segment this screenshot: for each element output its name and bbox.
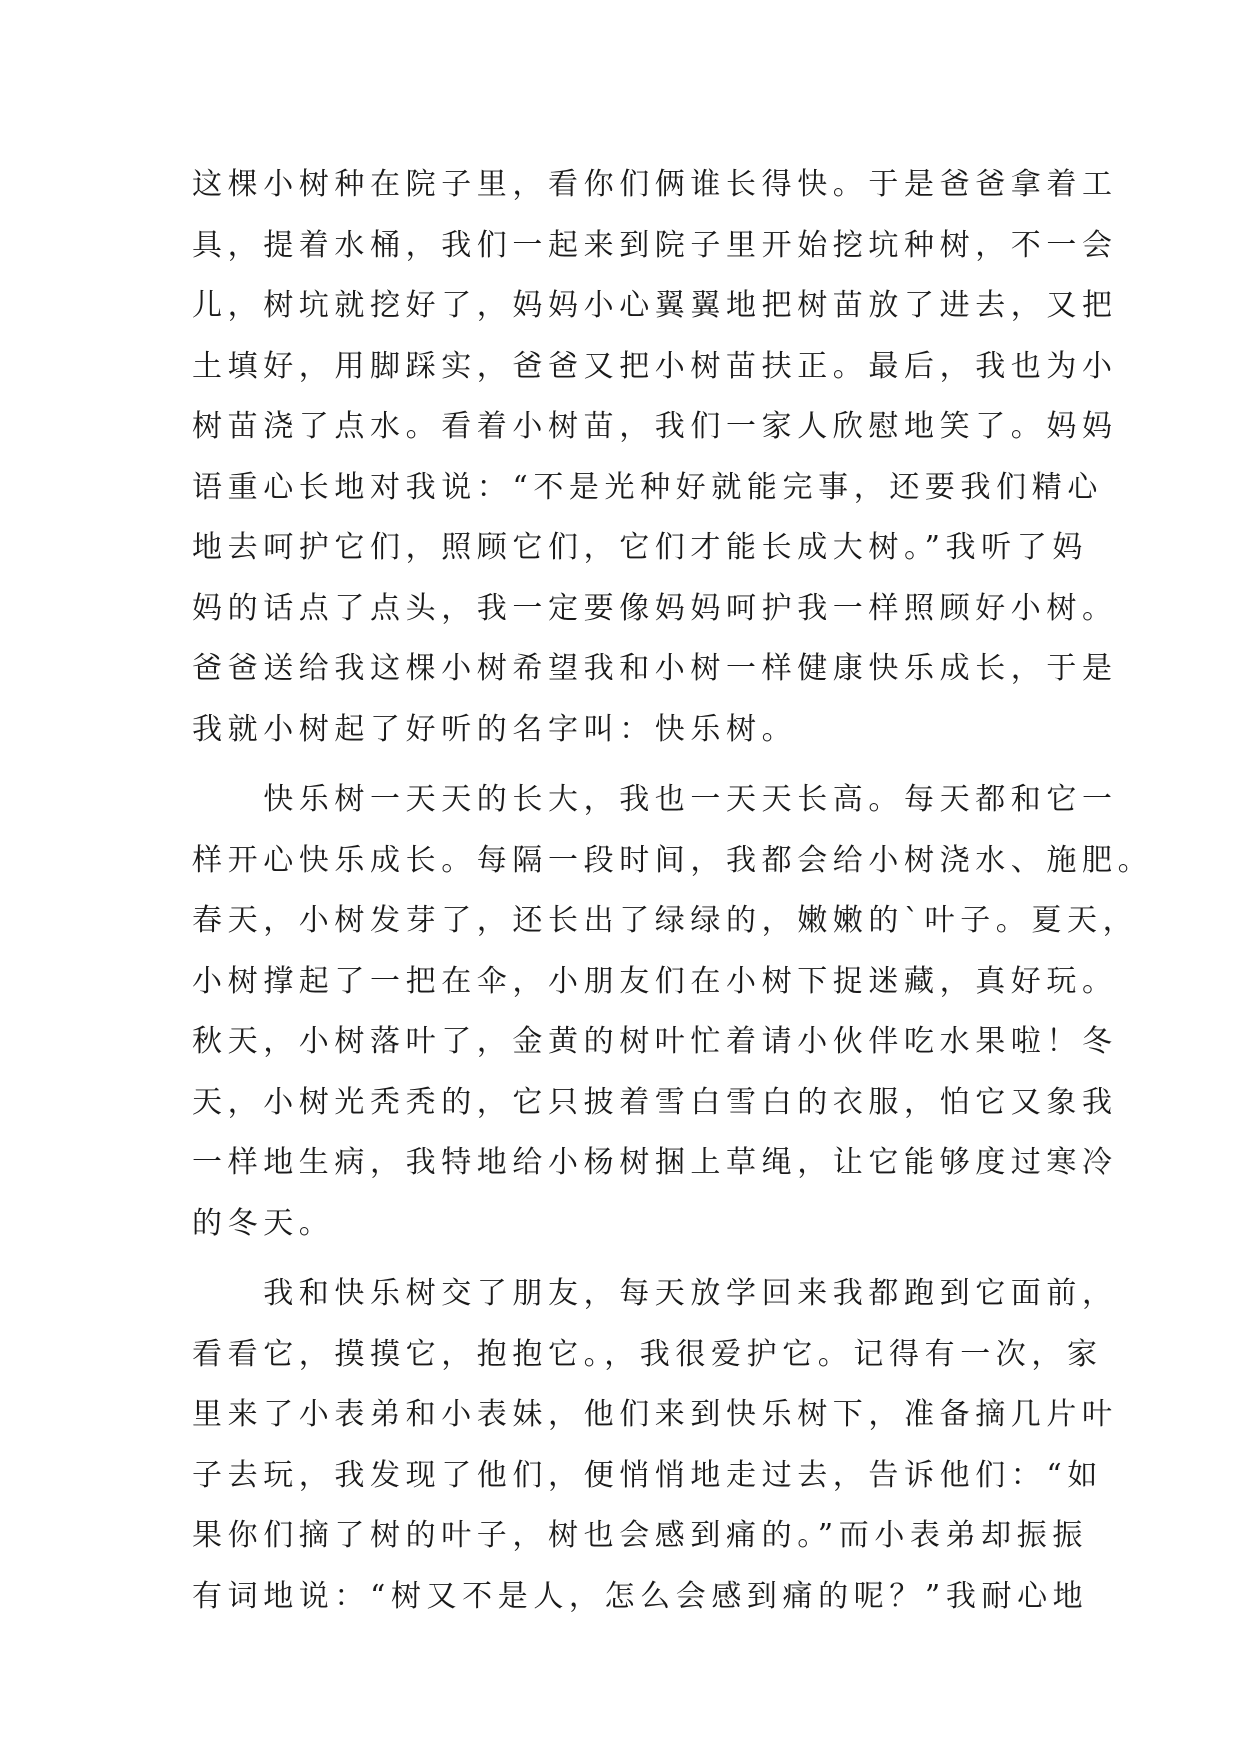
paragraph-2 xyxy=(192,770,1154,1254)
paragraph-3 xyxy=(192,1264,1118,1627)
text-line: 天，小树光秃秃的，它只披着雪白雪白的衣服，怕它又象我 xyxy=(192,1084,1118,1120)
paragraph-spacer xyxy=(192,1254,1072,1264)
text-line: 我就小树起了好听的名字叫：快乐树。 xyxy=(192,711,798,747)
text-line: 妈的话点了点头，我一定要像妈妈呵护我一样照顾好小树。 xyxy=(192,590,1118,626)
text-line: 子去玩，我发现了他们，便悄悄地走过去，告诉他们：“如 xyxy=(192,1457,1103,1493)
text-line: 地去呵护它们，照顾它们，它们才能长成大树。”我听了妈 xyxy=(192,530,1088,565)
text-line: 爸爸送给我这棵小树希望我和小树一样健康快乐成长，于是 xyxy=(192,651,1118,686)
paragraph-spacer xyxy=(192,760,1072,770)
article-body xyxy=(192,155,1154,1627)
text-line: 春天，小树发芽了，还长出了绿绿的，嫩嫩的`叶子。夏天， xyxy=(192,903,1139,938)
text-line: 样开心快乐成长。每隔一段时间，我都会给小树浇水、施肥。 xyxy=(192,842,1154,878)
text-line: 有词地说：“树又不是人，怎么会感到痛的呢？”我耐心地 xyxy=(192,1578,1089,1614)
paragraph-1 xyxy=(192,155,1118,760)
text-line: 小树撑起了一把在伞，小朋友们在小树下捉迷藏，真好玩。 xyxy=(192,963,1118,999)
text-line: 的冬天。 xyxy=(192,1205,335,1241)
text-line: 看看它，摸摸它，抱抱它。，我很爱护它。记得有一次，家 xyxy=(192,1336,1103,1372)
text-line: 秋天，小树落叶了，金黄的树叶忙着请小伙伴吃水果啦！冬 xyxy=(192,1024,1118,1059)
text-line: 语重心长地对我说：“不是光种好就能完事，还要我们精心 xyxy=(192,469,1103,505)
text-line: 儿，树坑就挖好了，妈妈小心翼翼地把树苗放了进去，又把 xyxy=(192,288,1118,323)
text-line: 快乐树一天天的长大，我也一天天长高。每天都和它一 xyxy=(192,782,1118,817)
text-line: 具，提着水桶，我们一起来到院子里开始挖坑种树，不一会 xyxy=(192,227,1118,263)
text-line: 一样地生病，我特地给小杨树捆上草绳，让它能够度过寒冷 xyxy=(192,1145,1118,1180)
text-line: 里来了小表弟和小表妹，他们来到快乐树下，准备摘几片叶 xyxy=(192,1397,1118,1432)
text-line: 我和快乐树交了朋友，每天放学回来我都跑到它面前， xyxy=(192,1276,1118,1311)
text-line: 土填好，用脚踩实，爸爸又把小树苗扶正。最后，我也为小 xyxy=(192,348,1118,384)
text-line: 果你们摘了树的叶子，树也会感到痛的。”而小表弟却振振 xyxy=(192,1518,1088,1553)
text-line: 这棵小树种在院子里，看你们俩谁长得快。于是爸爸拿着工 xyxy=(192,167,1118,202)
text-line: 树苗浇了点水。看着小树苗，我们一家人欣慰地笑了。妈妈 xyxy=(192,409,1118,444)
